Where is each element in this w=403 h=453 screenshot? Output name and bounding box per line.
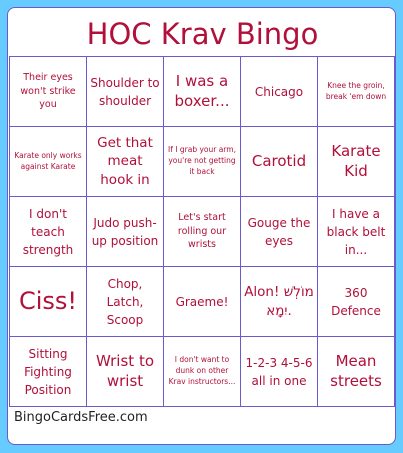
bingo-cell-r4-c1[interactable]	[10, 267, 87, 337]
cell-text: Get that meat hook in	[97, 135, 153, 188]
bingo-cell-r1-c5[interactable]	[318, 57, 395, 127]
cell-text: If I grab your arm, you're not getting it back	[168, 145, 236, 176]
bingo-cell-r4-c3[interactable]	[164, 267, 241, 337]
bingo-cell-r2-c2[interactable]	[87, 127, 164, 197]
cell-text: Chop, Latch, Scoop	[106, 276, 144, 327]
footer-site-credit: BingoCardsFree.com	[14, 410, 148, 425]
bingo-cell-r2-c3[interactable]	[164, 127, 241, 197]
bingo-cell-r5-c1[interactable]	[10, 337, 87, 407]
cell-text: Mean streets	[330, 352, 382, 390]
cell-text: Ciss!	[18, 287, 78, 316]
bingo-cell-r4-c4[interactable]	[241, 267, 318, 337]
cell-text: Knee the groin, break 'em down	[325, 80, 387, 101]
bingo-cell-r3-c5[interactable]	[318, 197, 395, 267]
cell-text: I don't teach strength	[22, 206, 74, 257]
bingo-cell-r1-c4[interactable]	[241, 57, 318, 127]
bingo-cell-r2-c5[interactable]	[318, 127, 395, 197]
card-title: HOC Krav Bingo	[86, 17, 319, 51]
bingo-cell-r5-c3[interactable]	[164, 337, 241, 407]
bingo-cell-r4-c2[interactable]	[87, 267, 164, 337]
cell-text: Wrist to wrist	[95, 352, 154, 390]
cell-text: Judo push-up position	[91, 215, 159, 248]
bingo-cell-r5-c4[interactable]	[241, 337, 318, 407]
bingo-cell-r4-c5[interactable]	[318, 267, 395, 337]
bingo-grid	[9, 56, 395, 407]
cell-text: 360 Defence	[331, 285, 381, 318]
cell-text: Carotid	[251, 151, 307, 170]
cell-text: I have a black belt in...	[326, 206, 386, 257]
bingo-cell-r5-c5[interactable]	[318, 337, 395, 407]
cell-text: Let's start rolling our wrists	[177, 211, 227, 251]
cell-text: I was a boxer...	[174, 72, 230, 110]
cell-text: Chicago	[254, 84, 304, 99]
bingo-card	[7, 7, 396, 445]
cell-text: Karate Kid	[331, 142, 381, 180]
cell-text: Alon! מוֹלְשׁ יִמָא.	[244, 284, 314, 319]
bingo-cell-r1-c2[interactable]	[87, 57, 164, 127]
bingo-cell-r1-c3[interactable]	[164, 57, 241, 127]
bingo-cell-r1-c1[interactable]	[10, 57, 87, 127]
cell-text: Their eyes won't strike you	[20, 71, 76, 111]
cell-text: Gouge the eyes	[247, 215, 311, 248]
bingo-cell-r3-c1[interactable]	[10, 197, 87, 267]
bingo-cell-r2-c1[interactable]	[10, 127, 87, 197]
cell-text: Sitting Fighting Position	[24, 346, 72, 397]
bingo-cell-r5-c2[interactable]	[87, 337, 164, 407]
bingo-cell-r3-c4[interactable]	[241, 197, 318, 267]
cell-text: Shoulder to shoulder	[90, 75, 160, 108]
cell-text: 1-2-3 4-5-6 all in one	[245, 355, 313, 388]
bingo-cell-r3-c2[interactable]	[87, 197, 164, 267]
bingo-cell-r3-c3[interactable]	[164, 197, 241, 267]
cell-text: I don't want to dunk on other Krav instructors...	[168, 355, 236, 386]
cell-text: Karate only works against Karate	[14, 150, 82, 171]
cell-text: Graeme!	[175, 294, 229, 309]
bingo-cell-r2-c4[interactable]	[241, 127, 318, 197]
